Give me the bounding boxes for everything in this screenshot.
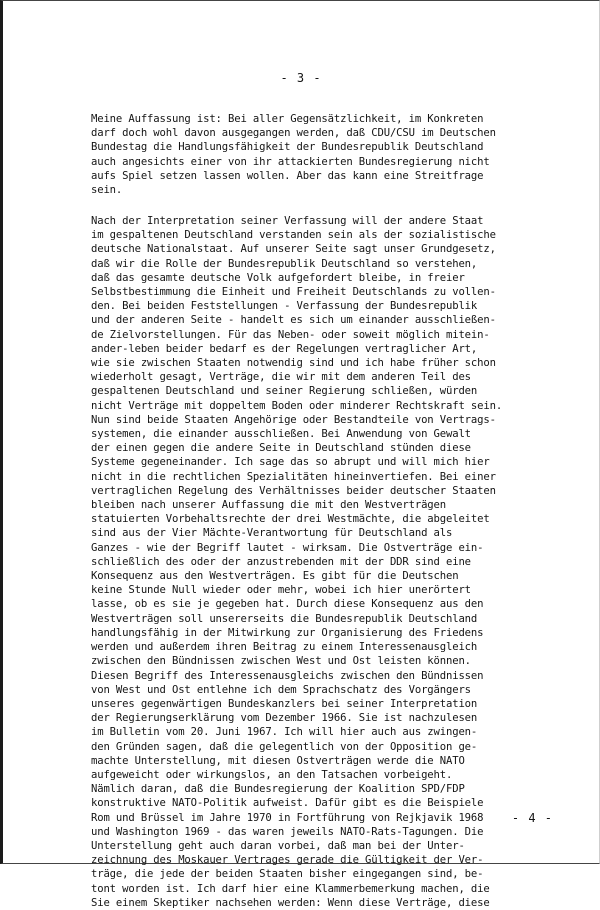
text-line: zeichnung des Moskauer Vertrages gerade die Gültigkeit der Ver-: [91, 854, 484, 867]
text-line: Nämlich daran, daß die Bundesregierung der Koalition SPD/FDP: [91, 783, 465, 796]
text-line: Ganzes - wie der Begriff lautet - wirksam. Die Ostverträge ein-: [91, 541, 484, 554]
text-line: tont worden ist. Ich darf hier eine Klammerbemerkung machen, die: [91, 882, 490, 895]
text-line: Unterstellung geht auch daran vorbei, daß man bei der Unter-: [91, 839, 465, 852]
text-line: auch angesichts einer von ihr attackierten Bundesregierung nicht: [91, 155, 490, 168]
text-line: Konsequenz aus den Westverträgen. Es gibt für die Deutschen: [91, 570, 459, 583]
text-line: nicht Verträge mit doppeltem Boden oder minderer Rechtskraft sein.: [91, 399, 503, 412]
text-line: den. Bei beiden Feststellungen - Verfassung der Bundesrepublik: [91, 300, 478, 313]
text-line: aufgeweicht oder wirkungslos, an den Tatsachen vorbeigeht.: [91, 768, 453, 781]
text-line: zwischen den Bündnissen zwischen West und Ost leisten können.: [91, 655, 471, 668]
text-line: von West und Ost entlehne ich dem Sprachschatz des Vorgängers: [91, 683, 471, 696]
text-line: statuierten Vorbehaltsrechte der drei Westmächte, die abgeleitet: [91, 513, 490, 526]
text-line: vertraglichen Regelung des Verhältnisses beider deutscher Staaten: [91, 484, 496, 497]
text-line: Sie einem Skeptiker nachsehen werden: Wenn diese Verträge, diese: [91, 896, 490, 909]
text-line: im Bulletin vom 20. Juni 1967. Ich will hier auch aus zwingen-: [91, 726, 478, 739]
text-line: Bundestag die Handlungsfähigkeit der Bundesrepublik Deutschland: [91, 141, 484, 154]
text-line: aufs Spiel setzen lassen wollen. Aber das kann eine Streitfrage: [91, 169, 484, 182]
text-line: daß das gesamte deutsche Volk aufgefordert bleibe, in freier: [91, 271, 465, 284]
text-line: deutsche Nationalstaat. Auf unserer Seite sagt unser Grundgesetz,: [91, 243, 496, 256]
text-line: daß wir die Rolle der Bundesrepublik Deutschland so verstehen,: [91, 257, 478, 270]
text-line: sein.: [91, 184, 123, 197]
text-line: systemen, die einander ausschließen. Bei Anwendung von Gewalt: [91, 428, 471, 441]
text-line: und der anderen Seite - handelt es sich um einander ausschließen-: [91, 314, 496, 327]
text-line: Nun sind beide Staaten Angehörige oder Bestandteile von Vertrags-: [91, 413, 496, 426]
text-line: Diesen Begriff des Interessenausgleichs zwischen den Bündnissen: [91, 669, 484, 682]
text-line: ander-leben beider bedarf es der Regelungen vertraglicher Art,: [91, 342, 478, 355]
text-line: de Zielvorstellungen. Für das Neben- oder soweit möglich mitein-: [91, 328, 490, 341]
text-line: den Gründen sagen, daß die gelegentlich von der Opposition ge-: [91, 740, 478, 753]
text-line: unseres gegenwärtigen Bundeskanzlers bei seiner Interpretation: [91, 697, 478, 710]
text-line: Systeme gegeneinander. Ich sage das so abrupt und will mich hier: [91, 456, 490, 469]
text-line: gespaltenen Deutschland und seiner Regierung schließen, würden: [91, 385, 478, 398]
text-line: Westverträgen soll unsererseits die Bundesrepublik Deutschland: [91, 612, 478, 625]
text-line: konstruktive NATO-Politik aufweist. Dafür gibt es die Beispiele: [91, 797, 484, 810]
text-line: werden und außerdem ihren Beitrag zu einem Interessenausgleich: [91, 641, 478, 654]
text-line: der einen gegen die andere Seite in Deutschland stünden diese: [91, 442, 471, 455]
text-line: der Regierungserklärung vom Dezember 1966. Sie ist nachzulesen: [91, 712, 478, 725]
text-line: keine Stunde Null wieder oder mehr, wobei ich hier unerörtert: [91, 584, 471, 597]
next-page-marker: - 4 -: [511, 811, 553, 825]
text-line: Nach der Interpretation seiner Verfassung will der andere Staat: [91, 215, 484, 227]
text-line: Selbstbestimmung die Einheit und Freiheit Deutschlands zu vollen-: [91, 286, 496, 299]
text-line: und Washington 1969 - das waren jeweils NATO-Rats-Tagungen. Die: [91, 825, 484, 838]
text-line: machte Unterstellung, mit diesen Ostverträgen werde die NATO: [91, 754, 465, 767]
page-number: - 3 -: [280, 71, 322, 85]
text-line: schließlich des oder der anzustrebenden mit der DDR sind eine: [91, 555, 471, 568]
text-line: Meine Auffassung ist: Bei aller Gegensätzlichkeit, im Konkreten: [91, 113, 484, 125]
text-line: im gespaltenen Deutschland verstanden sein als der sozialistische: [91, 229, 496, 242]
text-line: wie sie zwischen Staaten notwendig sind und ich habe früher schon: [91, 357, 496, 370]
text-line: nicht in die rechtlichen Spezialitäten hineinvertiefen. Bei einer: [91, 470, 496, 483]
text-line: sind aus der Vier Mächte-Verantwortung für Deutschland als: [91, 527, 453, 540]
paragraph-1: [91, 112, 561, 197]
text-line: bleiben nach unserer Auffassung die mit den Westverträgen: [91, 499, 446, 512]
text-line: handlungsfähig in der Mitwirkung zur Organisierung des Friedens: [91, 626, 484, 639]
paragraph-2: [91, 214, 561, 910]
text-line: träge, die jede der beiden Staaten bisher eingegangen sind, be-: [91, 868, 484, 881]
text-line: wiederholt gesagt, Verträge, die wir mit dem anderen Teil des: [91, 371, 471, 384]
text-line: Rom und Brüssel im Jahre 1970 in Fortführung von Rejkjavik 1968: [91, 811, 484, 824]
text-line: darf doch wohl davon ausgegangen werden, daß CDU/CSU im Deutschen: [91, 127, 496, 140]
text-line: lasse, ob es sie je gegeben hat. Durch diese Konsequenz aus den: [91, 598, 484, 611]
